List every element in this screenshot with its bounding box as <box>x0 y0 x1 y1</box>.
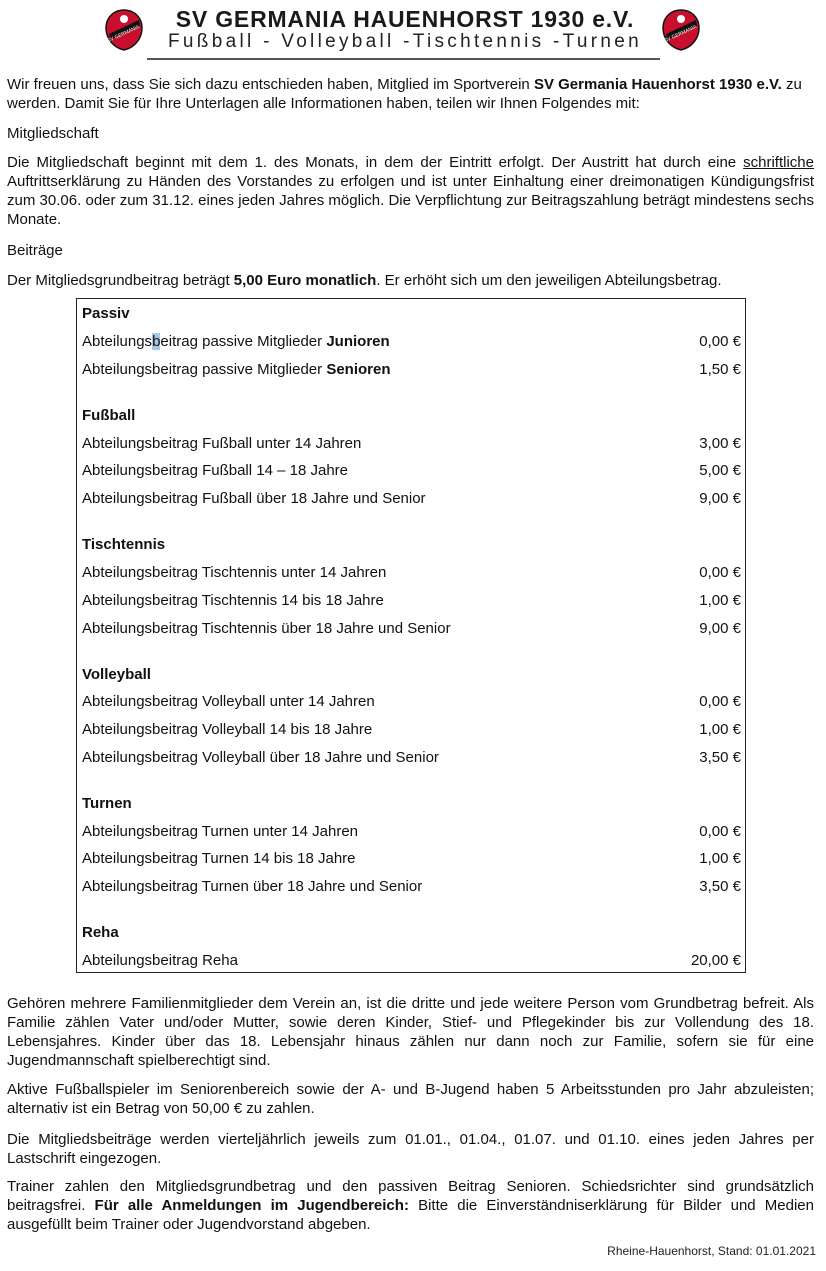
fee-row: Abteilungsbeitrag Turnen über 18 Jahre und Senior 3,50 € <box>82 878 741 895</box>
fee-row: Abteilungsbeitrag Turnen unter 14 Jahren 0,00 € <box>82 823 741 840</box>
fee-amount: 0,00 € <box>699 693 741 710</box>
section-title-turnen: Turnen <box>82 795 132 812</box>
fee-amount: 9,00 € <box>699 490 741 507</box>
section-title-reha: Reha <box>82 924 119 941</box>
fee-amount: 3,00 € <box>699 435 741 452</box>
fee-row: Abteilungsbeitrag passive Mitglieder Senioren 1,50 € <box>82 361 741 378</box>
fee-row: Abteilungsbeitrag Fußball unter 14 Jahren 3,00 € <box>82 435 741 452</box>
fee-amount: 9,00 € <box>699 620 741 637</box>
fee-amount: 1,50 € <box>699 361 741 378</box>
section-title-fussball: Fußball <box>82 407 136 424</box>
fee-row: Abteilungsbeitrag passive Mitglieder Junioren 0,00 € <box>82 333 741 350</box>
club-name: SV Germania Hauenhorst 1930 e.V. <box>533 76 782 93</box>
fee-amount: 5,00 € <box>699 462 741 479</box>
fee-row: Abteilungsbeitrag Volleyball 14 bis 18 Jahre 1,00 € <box>82 721 741 738</box>
fee-amount: 1,00 € <box>699 592 741 609</box>
fee-amount: 20,00 € <box>690 952 741 969</box>
fee-amount: 0,00 € <box>699 564 741 581</box>
fee-amount: 0,00 € <box>699 823 741 840</box>
header-divider <box>147 58 660 60</box>
membership-paragraph: Die Mitgliedschaft beginnt mit dem 1. des Monats, in dem der Eintritt erfolgt. Der Austritt hat durch eine schriftliche Auftrittserklärung zu Händen des Vorstandes zu erfolgen und ist unter Einhaltung einer dreimonatigen Kündigungsfrist zum 30.06. oder zum 31.12. eines jeden Jahres möglich. Die Verpflichtung zur Beitragszahlung beträgt mindestens sechs Monate. <box>7 154 814 228</box>
fee-row: Abteilungsbeitrag Fußball über 18 Jahre und Senior 9,00 € <box>82 490 741 507</box>
letterhead <box>0 0 826 70</box>
fee-row: Abteilungsbeitrag Reha 20,00 € <box>82 952 741 969</box>
fees-heading: Beiträge <box>7 242 63 259</box>
fee-row: Abteilungsbeitrag Fußball 14 – 18 Jahre 5,00 € <box>82 462 741 479</box>
club-subtitle: Fußball - Volleyball -Tischtennis -Turnen <box>168 31 642 52</box>
intro-paragraph: Wir freuen uns, dass Sie sich dazu entschieden haben, Mitglied im Sportverein SV Germania Hauenhorst 1930 e.V. zu werden. Damit Sie für Ihre Unterlagen alle Informationen haben, teilen wir Ihnen Folgendes mit: <box>7 76 802 112</box>
fee-row: Abteilungsbeitrag Tischtennis über 18 Jahre und Senior 9,00 € <box>82 620 741 637</box>
svg-text:SV GERMANIA: SV GERMANIA <box>106 24 141 45</box>
fee-amount: 1,00 € <box>699 721 741 738</box>
family-paragraph: Gehören mehrere Familienmitglieder dem Verein an, ist die dritte und jede weitere Person vom Grundbetrag befreit. Als Familie zählen Vater und/oder Mutter, sowie deren Kinder, Stief- und Pflegekinder bis zur Vollendung des 18. Lebensjahres. Kinder über das 18. Lebensjahr hinaus zählen nur dann noch zur Familie, sofern sie für eine Jugendmannschaft spielberechtigt sind. <box>7 995 814 1069</box>
fee-row: Abteilungsbeitrag Volleyball über 18 Jahre und Senior 3,50 € <box>82 749 741 766</box>
fee-amount: 3,50 € <box>699 878 741 895</box>
club-crest-right-icon <box>660 8 702 52</box>
fee-row: Abteilungsbeitrag Volleyball unter 14 Jahren 0,00 € <box>82 693 741 710</box>
fee-amount: 1,00 € <box>699 850 741 867</box>
fee-row: Abteilungsbeitrag Turnen 14 bis 18 Jahre 1,00 € <box>82 850 741 867</box>
fee-amount: 0,00 € <box>699 333 741 350</box>
svg-text:SV GERMANIA: SV GERMANIA <box>663 24 698 45</box>
collection-paragraph: Die Mitgliedsbeiträge werden vierteljährlich jeweils zum 01.01., 01.04., 01.07. und 01.10. eines jeden Jahres per Lastschrift eingezogen. <box>7 1131 814 1167</box>
club-title: SV GERMANIA HAUENHORST 1930 e.V. <box>175 6 635 32</box>
trainers-paragraph: Trainer zahlen den Mitgliedsgrundbetrag und den passiven Beitrag Senioren. Schiedsrichter sind grundsätzlich beitragsfrei. Für alle Anmeldungen im Jugendbereich: Bitte die Einverständniserklärung für Bilder und Medien ausgefüllt beim Trainer oder Jugendvorstand abgeben. <box>7 1178 814 1233</box>
fee-row: Abteilungsbeitrag Tischtennis 14 bis 18 Jahre 1,00 € <box>82 592 741 609</box>
membership-heading: Mitgliedschaft <box>7 125 99 142</box>
date-footer: Rheine-Hauenhorst, Stand: 01.01.2021 <box>607 1244 816 1258</box>
club-crest-left-icon <box>103 8 145 52</box>
text-selection: b <box>152 333 161 350</box>
fee-amount: 3,50 € <box>699 749 741 766</box>
base-fee-paragraph: Der Mitgliedsgrundbeitrag beträgt 5,00 Euro monatlich. Er erhöht sich um den jeweiligen Abteilungsbetrag. <box>7 272 722 289</box>
fee-row: Abteilungsbeitrag Tischtennis unter 14 Jahren 0,00 € <box>82 564 741 581</box>
fee-table <box>76 298 746 973</box>
section-title-passiv: Passiv <box>82 305 130 322</box>
section-title-tischtennis: Tischtennis <box>82 536 166 553</box>
work-hours-paragraph: Aktive Fußballspieler im Seniorenbereich sowie der A- und B-Jugend haben 5 Arbeitsstunden pro Jahr abzuleisten; alternativ ist ein Betrag von 50,00 € zu zahlen. <box>7 1081 814 1117</box>
section-title-volleyball: Volleyball <box>82 666 151 683</box>
